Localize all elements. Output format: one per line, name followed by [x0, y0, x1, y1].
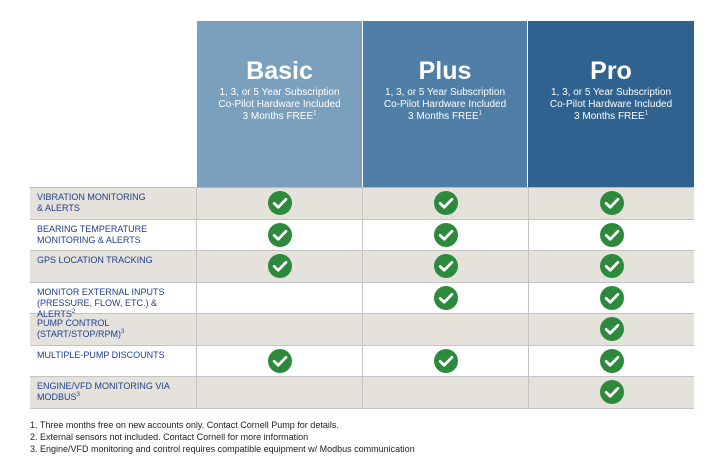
- feature-label: [30, 283, 197, 319]
- plan-description-line: [363, 87, 527, 99]
- plan-cell-plus: [363, 251, 529, 282]
- feature-label: [30, 377, 197, 408]
- table-row: [30, 314, 694, 346]
- plan-cell-basic: [197, 251, 363, 282]
- plan-header-pro: [528, 21, 694, 187]
- check-circle-icon: [600, 254, 624, 278]
- table-row: [30, 377, 694, 409]
- plan-description-line: [363, 99, 527, 111]
- footnote-marker: 3: [76, 392, 80, 398]
- check-circle-icon: [268, 191, 292, 215]
- plan-description-line: [363, 111, 527, 123]
- feature-label-line2: [37, 235, 196, 246]
- feature-label-line2-text: MODBUS: [37, 392, 77, 402]
- feature-label-line2-text: (PRESSURE, FLOW, ETC.) & ALERTS: [37, 297, 158, 319]
- check-circle-icon: [600, 349, 624, 373]
- check-circle-icon: [434, 223, 458, 247]
- plan-description-text: Co-Pilot Hardware Included: [218, 99, 341, 110]
- footnote: 3. Engine/VFD monitoring and control requires compatible equipment w/ Modbus communication: [30, 444, 415, 454]
- feature-label-line1: PUMP CONTROL: [37, 318, 110, 328]
- feature-label-line2: [37, 329, 196, 340]
- table-row: [30, 251, 694, 283]
- plan-description-line: [528, 99, 694, 111]
- footnote-marker: 1: [644, 110, 648, 117]
- plan-name: Basic: [246, 57, 313, 85]
- check-circle-icon: [600, 380, 624, 404]
- plan-description-text: 1, 3, or 5 Year Subscription: [219, 87, 340, 98]
- check-circle-icon: [434, 254, 458, 278]
- footnote-marker: 3: [121, 329, 125, 335]
- plan-cell-basic: [197, 188, 363, 219]
- feature-label-line2-text: (START/STOP/RPM): [37, 329, 122, 339]
- plan-cell-pro: [529, 283, 694, 314]
- plan-description-line: [197, 99, 362, 111]
- table-row: [30, 220, 694, 252]
- plan-cell-plus: [363, 220, 529, 251]
- plan-cell-basic: [197, 283, 363, 314]
- feature-label: [30, 346, 197, 377]
- plan-cell-basic: [197, 220, 363, 251]
- check-circle-icon: [434, 349, 458, 373]
- plan-cell-pro: [529, 377, 694, 408]
- plan-header-plus: [363, 21, 527, 187]
- feature-table: [30, 187, 694, 409]
- plan-header-basic: [197, 21, 362, 187]
- feature-label-line1: ENGINE/VFD MONITORING VIA: [37, 381, 170, 391]
- plan-cell-pro: [529, 314, 694, 345]
- plan-name: Pro: [590, 57, 632, 85]
- check-circle-icon: [434, 191, 458, 215]
- check-circle-icon: [600, 223, 624, 247]
- plan-cell-basic: [197, 346, 363, 377]
- plan-description-line: [528, 87, 694, 99]
- check-circle-icon: [600, 286, 624, 310]
- footnote-marker: 1: [313, 110, 317, 117]
- plan-description-text: 3 Months FREE: [242, 111, 314, 122]
- footnote-marker: 1: [478, 110, 482, 117]
- plan-description: [197, 87, 362, 123]
- plan-description-text: 3 Months FREE: [574, 111, 645, 122]
- plan-cell-plus: [363, 377, 529, 408]
- feature-label-line2: [37, 203, 196, 214]
- plan-description-text: Co-Pilot Hardware Included: [383, 99, 507, 110]
- check-circle-icon: [600, 191, 624, 215]
- check-circle-icon: [268, 223, 292, 247]
- feature-label-line1: MULTIPLE-PUMP DISCOUNTS: [37, 349, 165, 360]
- check-circle-icon: [434, 286, 458, 310]
- feature-label-line1: BEARING TEMPERATURE: [37, 223, 148, 234]
- plan-name: Plus: [418, 57, 472, 85]
- feature-label: [30, 251, 197, 282]
- footnote: 1. Three months free on new accounts only. Contact Cornell Pump for details.: [30, 420, 339, 430]
- plan-cell-plus: [363, 314, 529, 345]
- feature-label-line2-text: MONITORING & ALERTS: [37, 234, 141, 245]
- plan-description-text: 1, 3, or 5 Year Subscription: [384, 87, 506, 98]
- feature-label-line1: GPS LOCATION TRACKING: [37, 255, 153, 265]
- table-row: [30, 188, 694, 220]
- feature-label: [30, 220, 197, 251]
- plan-cell-pro: [529, 346, 694, 377]
- footnotes: [30, 419, 415, 455]
- feature-label: [30, 188, 197, 219]
- feature-label-line1: VIBRATION MONITORING: [37, 192, 146, 202]
- feature-label-line1: MONITOR EXTERNAL INPUTS: [37, 286, 165, 297]
- plan-cell-plus: [363, 283, 529, 314]
- plan-cell-pro: [529, 220, 694, 251]
- plan-description-line: [528, 111, 694, 123]
- table-row: [30, 346, 694, 378]
- table-row: [30, 283, 694, 319]
- plan-cell-basic: [197, 314, 363, 345]
- footnote: 2. External sensors not included. Contact Cornell for more information: [30, 432, 309, 442]
- check-circle-icon: [268, 349, 292, 373]
- check-circle-icon: [268, 254, 292, 278]
- feature-label-line2-text: & ALERTS: [37, 203, 80, 213]
- plan-cell-basic: [197, 377, 363, 408]
- plan-description: [528, 87, 694, 123]
- footnote-marker: 2: [71, 308, 76, 315]
- plan-description-text: 1, 3, or 5 Year Subscription: [550, 87, 672, 98]
- plan-description: [363, 87, 527, 123]
- plan-description-line: [197, 111, 362, 123]
- feature-label: [30, 314, 197, 345]
- plan-cell-plus: [363, 188, 529, 219]
- check-circle-icon: [600, 317, 624, 341]
- feature-label-line2: [37, 392, 196, 403]
- plan-cell-pro: [529, 251, 694, 282]
- plan-cell-pro: [529, 188, 694, 219]
- plan-description-text: Co-Pilot Hardware Included: [549, 99, 673, 110]
- plan-cell-plus: [363, 346, 529, 377]
- plan-description-line: [197, 87, 362, 99]
- plan-description-text: 3 Months FREE: [408, 111, 479, 122]
